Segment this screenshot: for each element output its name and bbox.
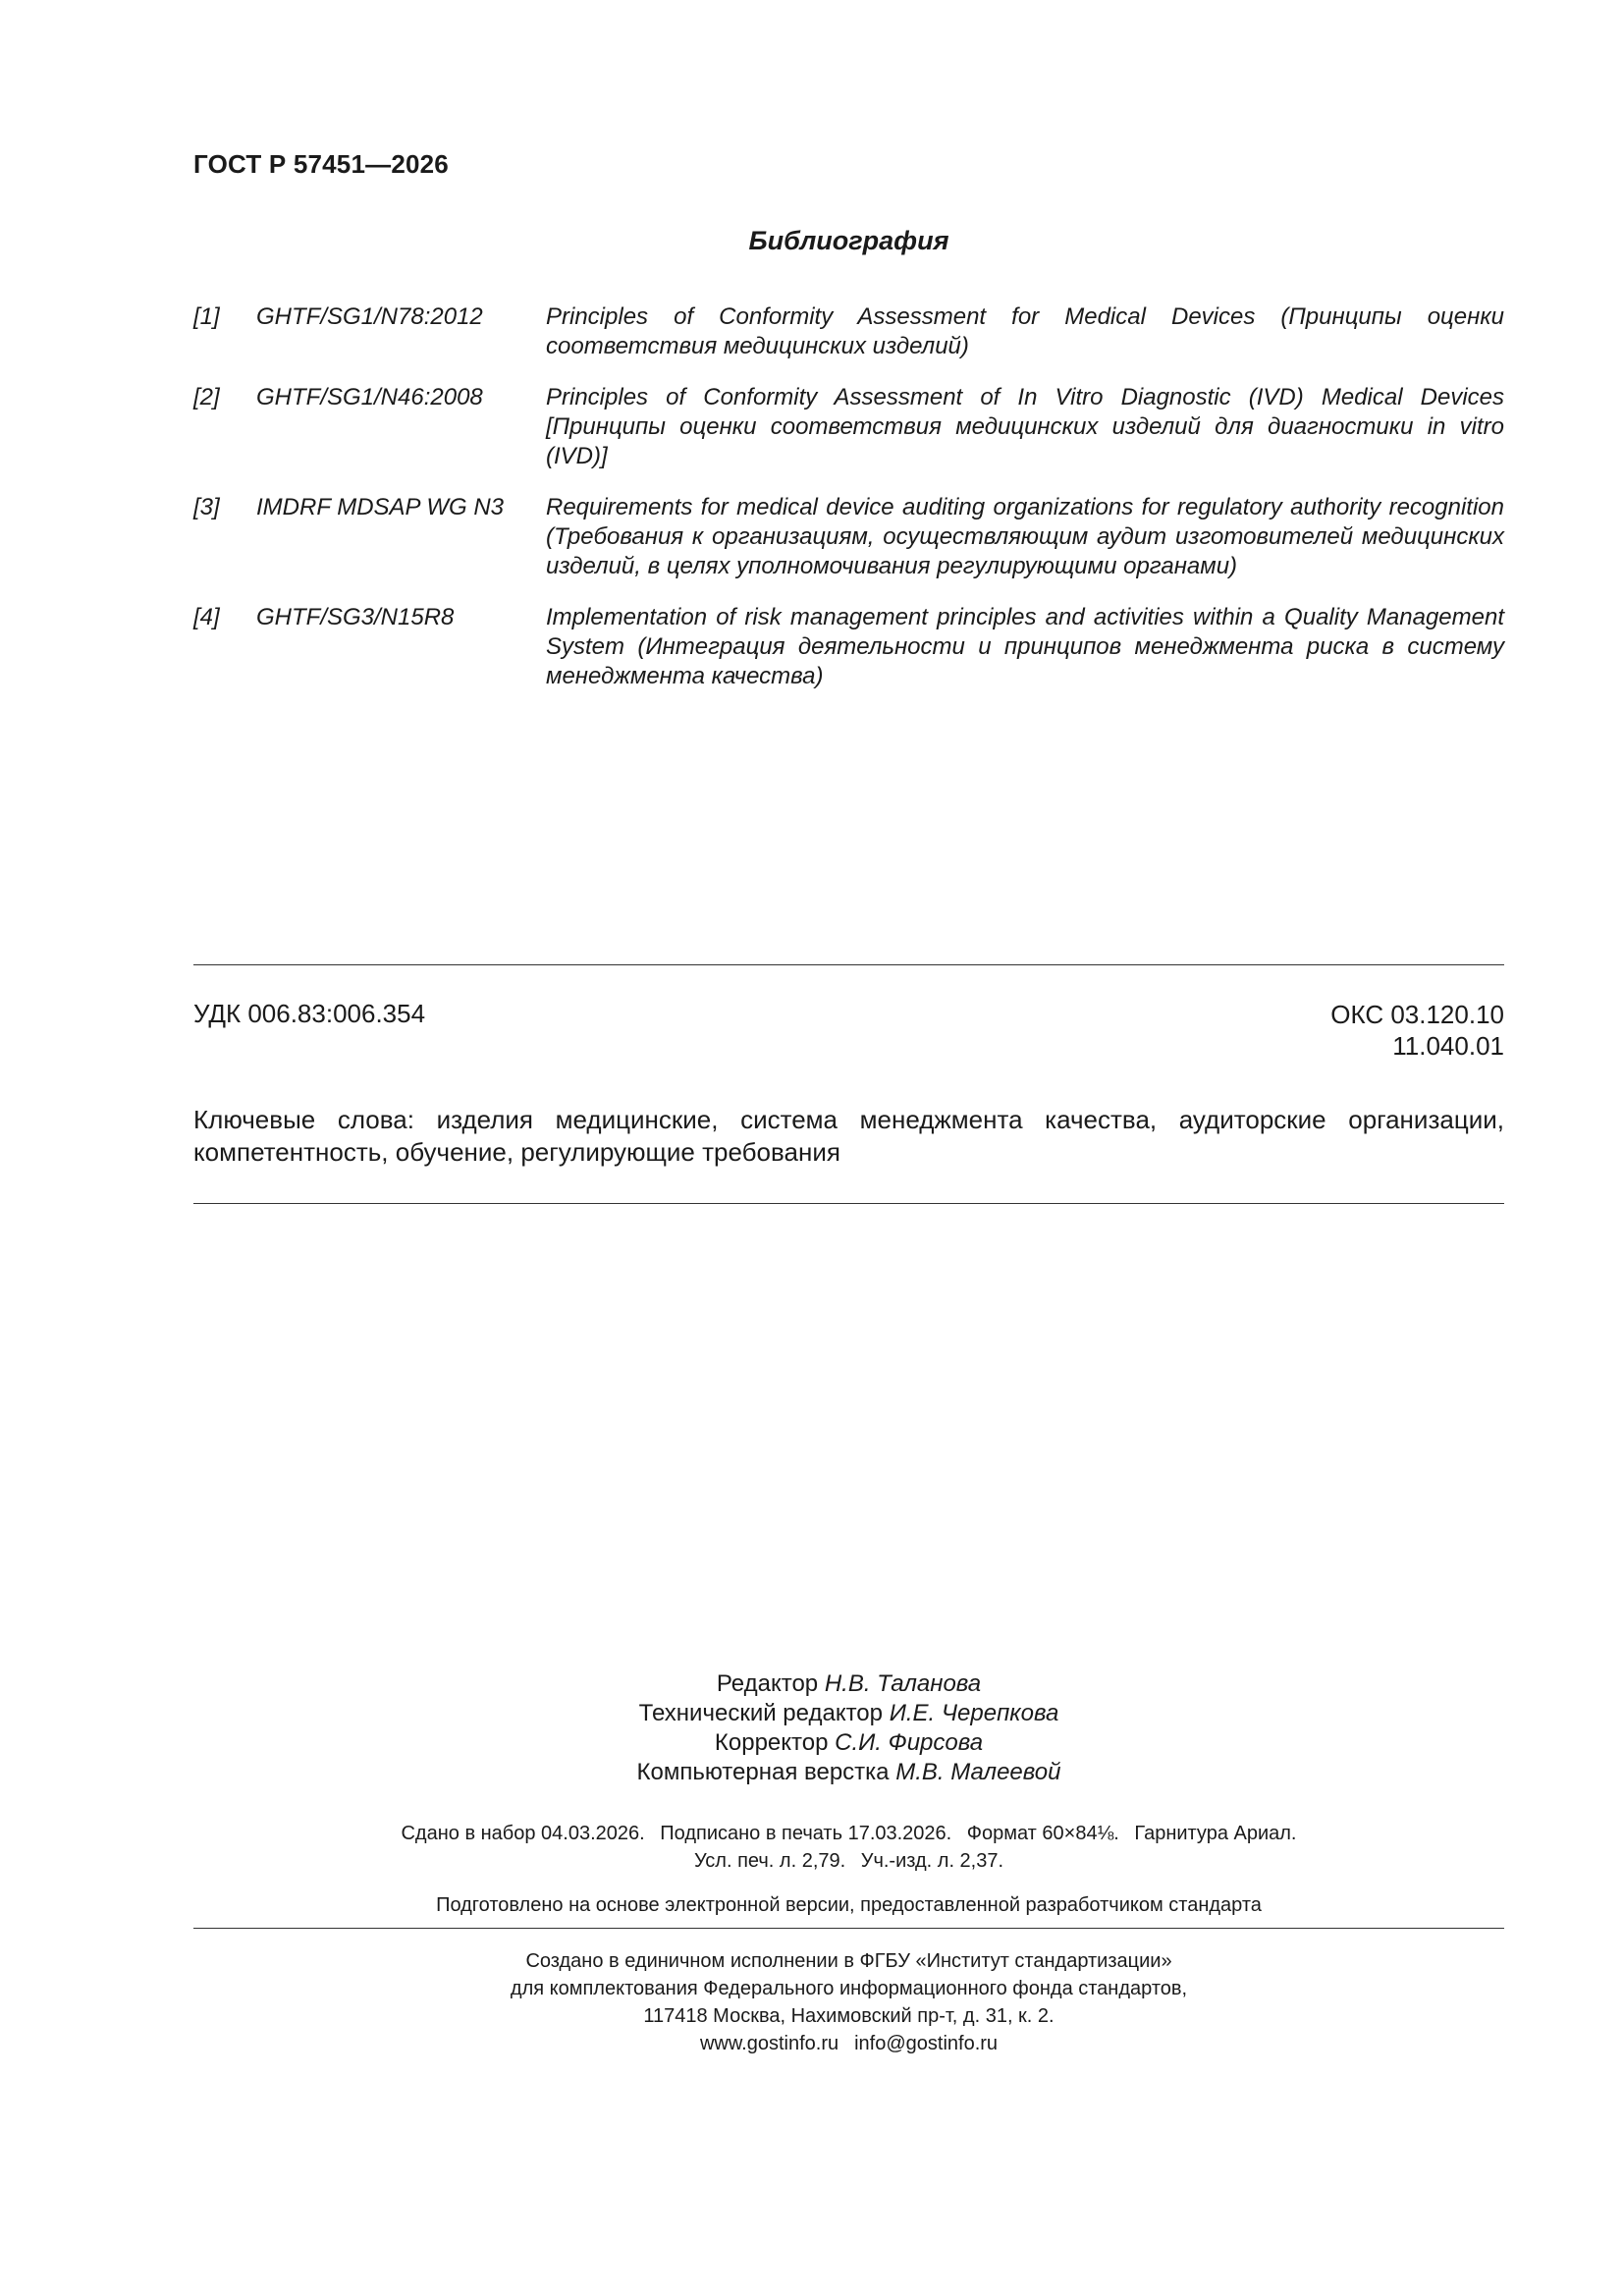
credit-layout bbox=[193, 1758, 1504, 1787]
divider-keywords bbox=[193, 1203, 1504, 1204]
divider-top bbox=[193, 964, 1504, 965]
divider-imprint bbox=[193, 1928, 1504, 1929]
created-info bbox=[193, 1947, 1504, 2057]
bibliography-entry bbox=[193, 603, 1504, 691]
entry-number: [3] bbox=[193, 494, 220, 520]
credit-role: Компьютерная верстка bbox=[636, 1759, 890, 1785]
printed-sheets: Усл. печ. л. 2,79. bbox=[693, 1850, 846, 1872]
entry-code: GHTF/SG3/N15R8 bbox=[256, 604, 455, 630]
entry-title: Principles of Conformity Assessment for Medical Devices (Принципы оценки соответствия медицинских изделий) bbox=[546, 303, 1504, 359]
credit-name: М.В. Малеевой bbox=[895, 1759, 1061, 1785]
bibliography-title: Библиография bbox=[748, 226, 949, 255]
bibliography-entry bbox=[193, 493, 1504, 581]
typeset-date: Сдано в набор 04.03.2026. bbox=[401, 1823, 645, 1844]
created-line-3: 117418 Москва, Нахимовский пр-т, д. 31, к. 2. bbox=[643, 2005, 1055, 2027]
entry-code: GHTF/SG1/N78:2012 bbox=[256, 303, 483, 330]
credit-role: Редактор bbox=[716, 1670, 819, 1697]
credits bbox=[193, 1669, 1504, 1787]
prepared-note: Подготовлено на основе электронной версии, предоставленной разработчиком стандарта bbox=[436, 1894, 1262, 1916]
print-info-line-2 bbox=[193, 1847, 1504, 1875]
udk-code: УДК 006.83:006.354 bbox=[193, 999, 426, 1028]
credit-role: Технический редактор bbox=[638, 1700, 884, 1726]
credit-name: С.И. Фирсова bbox=[835, 1729, 984, 1756]
publisher-sheets: Уч.-изд. л. 2,37. bbox=[860, 1850, 1004, 1872]
entry-number: [4] bbox=[193, 604, 220, 630]
oks-codes bbox=[1330, 999, 1504, 1062]
created-contacts bbox=[193, 2030, 1504, 2057]
created-line-1: Создано в единичном исполнении в ФГБУ «Институт стандартизации» bbox=[525, 1950, 1172, 1972]
entry-title: Requirements for medical device auditing organizations for regulatory authority recognition (Требования к организациям, осуществляющим аудит изготовителей медицинских изделий, в целях уполномочивания регулирующими органами) bbox=[546, 494, 1504, 579]
signed-date: Подписано в печать 17.03.2026. bbox=[660, 1823, 952, 1844]
entry-code: GHTF/SG1/N46:2008 bbox=[256, 384, 483, 410]
entry-code: IMDRF MDSAP WG N3 bbox=[256, 494, 505, 520]
credit-editor bbox=[193, 1669, 1504, 1699]
print-info-line-1 bbox=[193, 1820, 1504, 1847]
email-link: info@gostinfo.ru bbox=[854, 2033, 999, 2054]
bibliography-entry bbox=[193, 302, 1504, 361]
credit-role: Корректор bbox=[714, 1729, 829, 1756]
oks-code-primary: ОКС 03.120.10 bbox=[1330, 1000, 1504, 1029]
credit-tech-editor bbox=[193, 1699, 1504, 1728]
bibliography-list bbox=[193, 302, 1504, 713]
credit-name: Н.В. Таланова bbox=[824, 1670, 982, 1697]
created-line-2: для комплектования Федерального информационного фонда стандартов, bbox=[510, 1978, 1188, 1999]
credit-proofreader bbox=[193, 1728, 1504, 1758]
keywords: Ключевые слова: изделия медицинские, система менеджмента качества, аудиторские организации, компетентность, обучение, регулирующие требования bbox=[193, 1105, 1504, 1167]
website-link: www.gostinfo.ru bbox=[699, 2033, 839, 2054]
typeface: Гарнитура Ариал. bbox=[1134, 1823, 1297, 1844]
bibliography-entry bbox=[193, 383, 1504, 471]
entry-number: [1] bbox=[193, 303, 220, 330]
credit-name: И.Е. Черепкова bbox=[889, 1700, 1059, 1726]
document-number: ГОСТ Р 57451—2026 bbox=[193, 149, 449, 179]
print-info bbox=[193, 1820, 1504, 1875]
entry-title: Principles of Conformity Assessment of In Vitro Diagnostic (IVD) Medical Devices [Принципы оценки соответствия медицинских изделий для диагностики in vitro (IVD)] bbox=[546, 384, 1504, 469]
oks-code-secondary: 11.040.01 bbox=[1392, 1031, 1504, 1061]
entry-title: Implementation of risk management principles and activities within a Quality Management System (Интеграция деятельности и принципов менеджмента риска в систему менеджмента качества) bbox=[546, 604, 1504, 689]
paper-format: Формат 60×84⅛. bbox=[966, 1823, 1119, 1844]
entry-number: [2] bbox=[193, 384, 220, 410]
